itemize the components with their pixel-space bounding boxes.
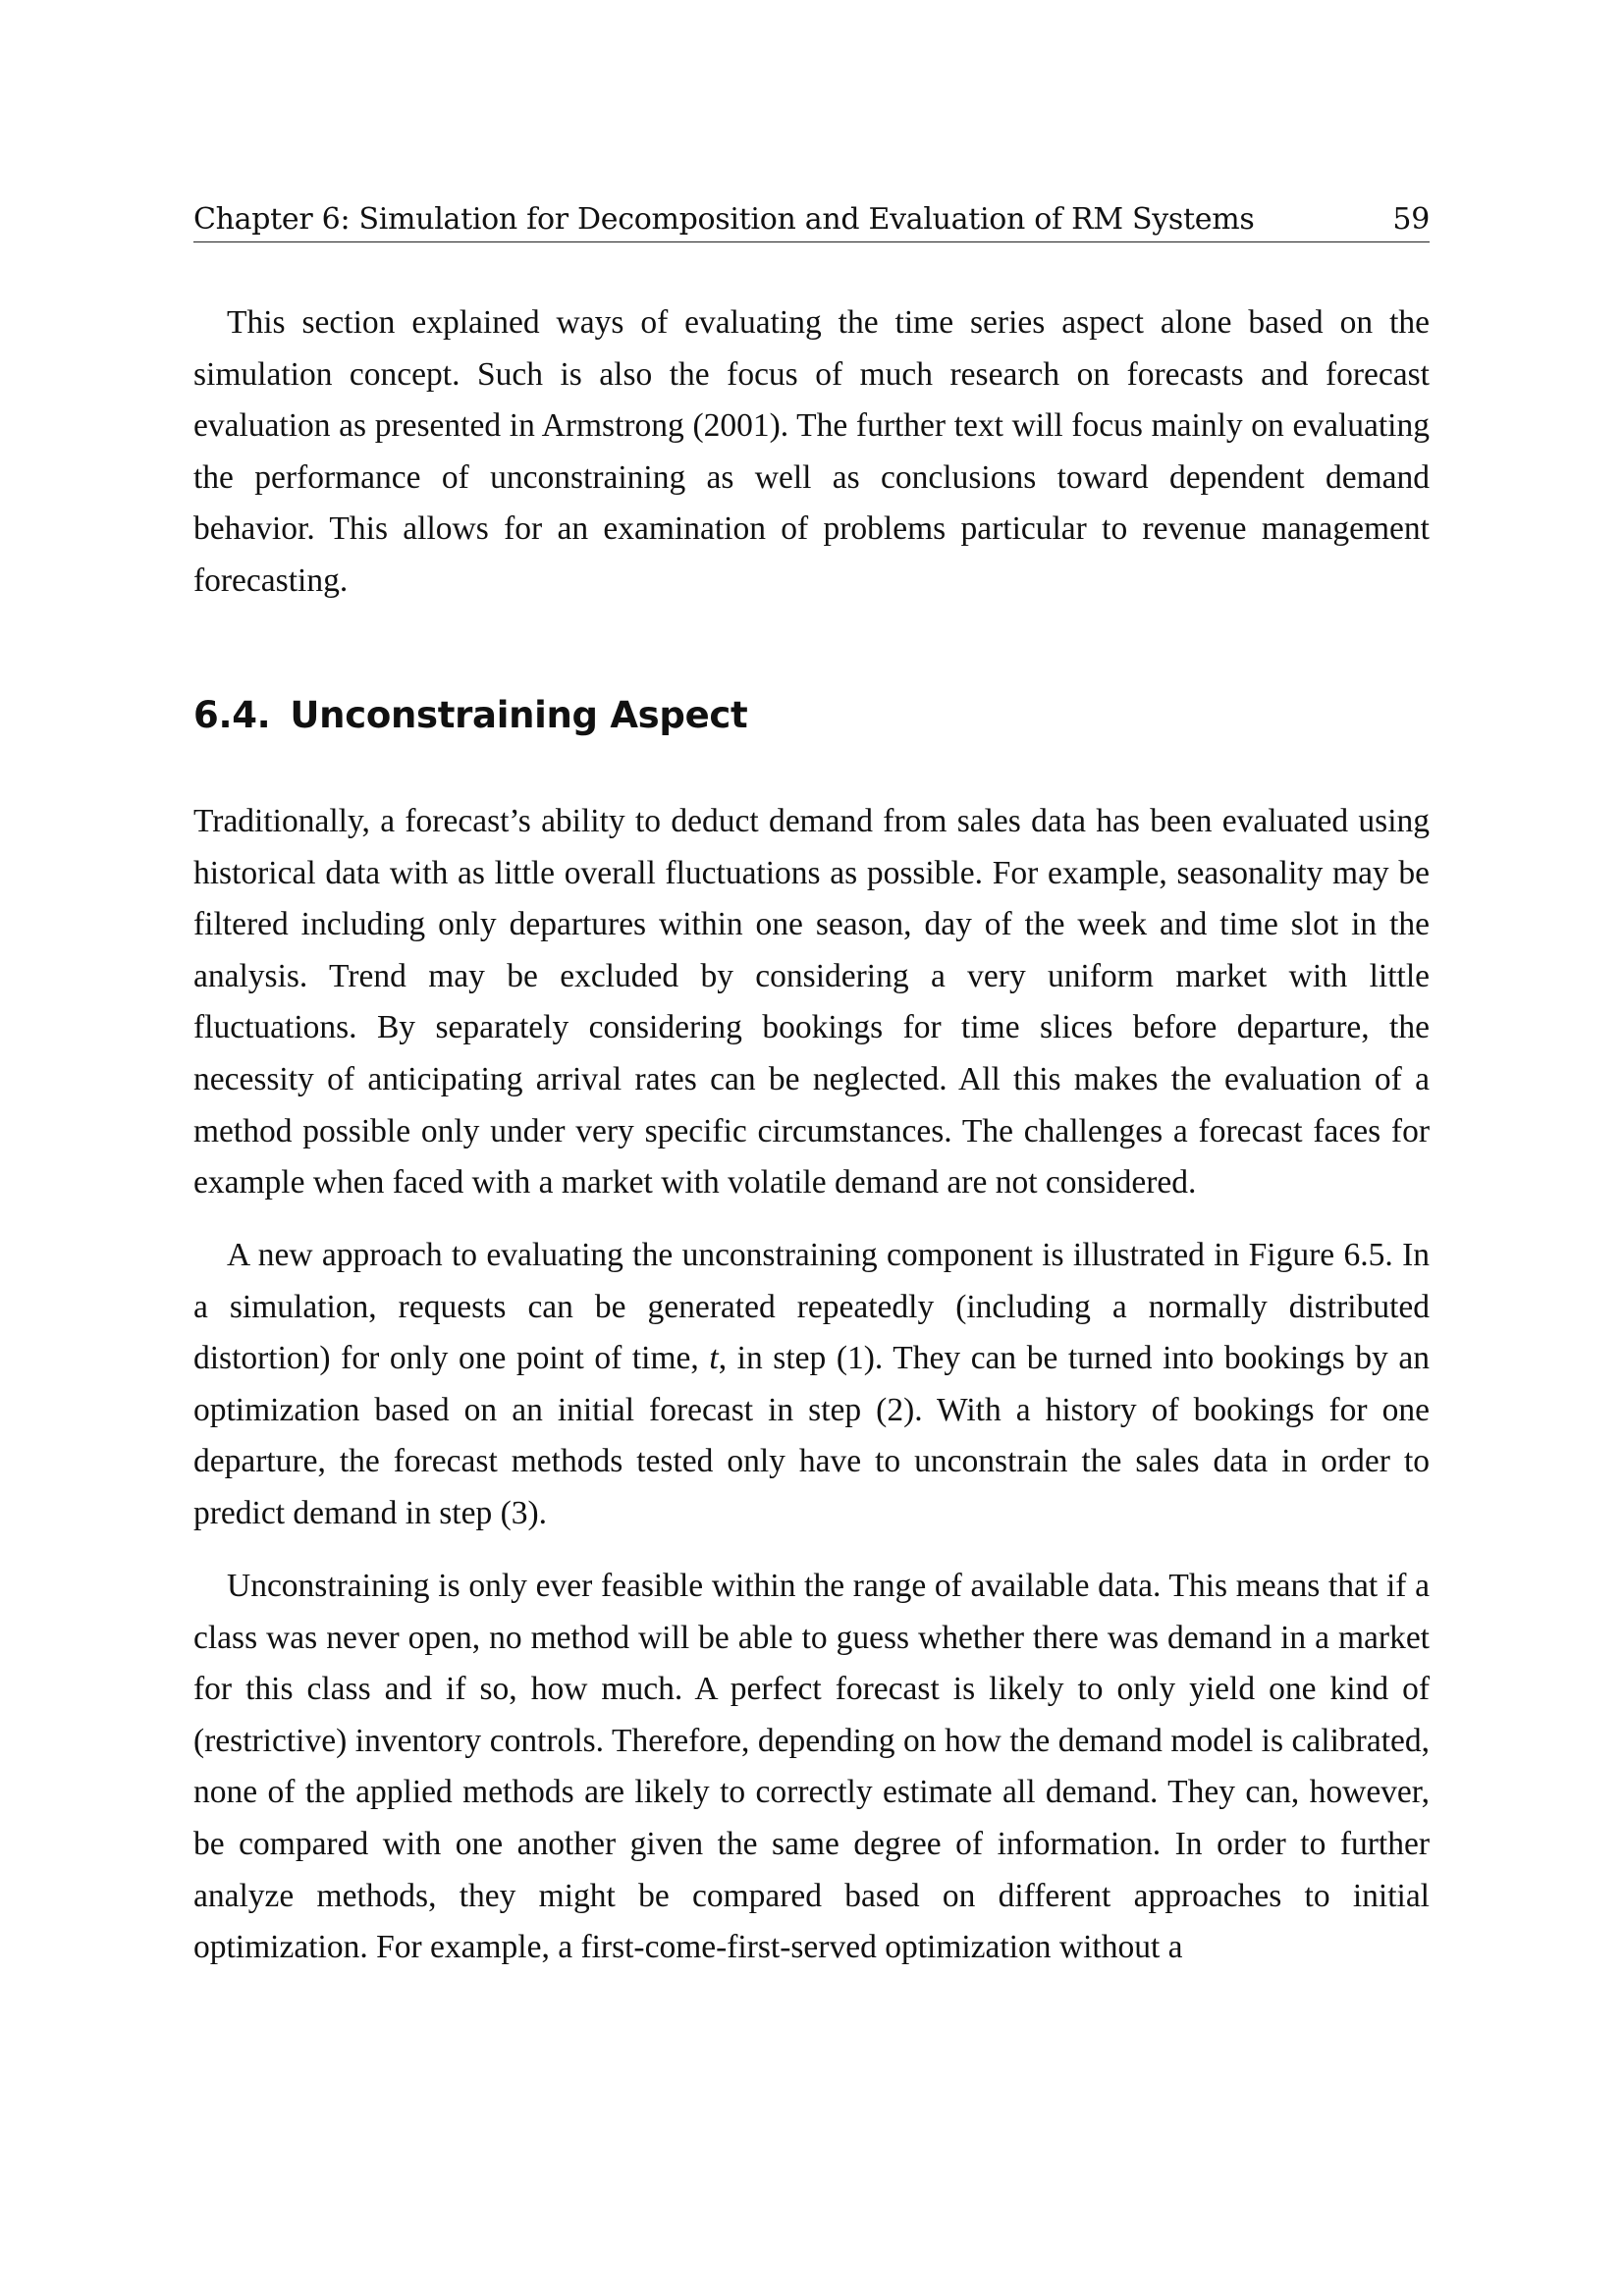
paragraph-unconstraining-feasibility: Unconstraining is only ever feasible within the range of available data. This means that if a class was never open, no method will be able to guess whether there was demand in a market for this class and if so, how much. A perfect forecast is likely to only yield one kind of (restrictive) inventory controls. Therefore, depending on how the demand model is calibrated, none of the applied methods are likely to correctly estimate all demand. They can, however, be compared with one another given the same degree of information. In order to further analyze methods, they might be compared based on different approaches to initial optimization. For example, a first-come-first-served optimization without a [193,1568,1430,1966]
section-title: Unconstraining Aspect [290,694,748,736]
section-heading [193,690,747,741]
time-variable: t [709,1340,719,1377]
running-title: Chapter 6: Simulation for Decomposition and Evaluation of RM Systems [193,202,1255,237]
section-number: 6.4. [193,694,271,736]
paragraph-new-approach [193,1230,1430,1540]
paragraph-traditional-evaluation: Traditionally, a forecast’s ability to deduct demand from sales data has been evaluated using historical data with as little overall fluctuations as possible. For example, seasonality may be filtered including only departures within one season, day of the week and time slot in the analysis. Trend may be excluded by considering a very uniform market with little fluctuations. By separately considering bookings for time slices before departure, the necessity of anticipating arrival rates can be neglected. All this makes the evaluation of a method possible only under very specific circumstances. The challenges a forecast faces for example when faced with a market with volatile demand are not considered. [193,803,1430,1201]
page-number: 59 [1392,202,1430,237]
p3-text-start: A new approach to evaluating the unconstraining component is illustrated in Figure 6.5. In a simulation, requests can be generated repeatedly (including a normally distributed distortion) for only one point of time, [193,1237,1430,1377]
running-header [193,196,1430,242]
p3-text-end: , in step (1). They can be turned into bookings by an optimization based on an initial forecast in step (2). With a history of bookings for one departure, the forecast methods tested only have to unconstrain the sales data in order to predict demand in step (3). [193,1340,1430,1531]
paragraph-time-series-summary: This section explained ways of evaluating the time series aspect alone based on the simulation concept. Such is also the focus of much research on forecasts and forecast evaluation as presented in Armstrong (2001). The further text will focus mainly on evaluating the performance of unconstraining as well as conclusions toward dependent demand behavior. This allows for an examination of problems particular to revenue management forecasting. [193,304,1430,599]
